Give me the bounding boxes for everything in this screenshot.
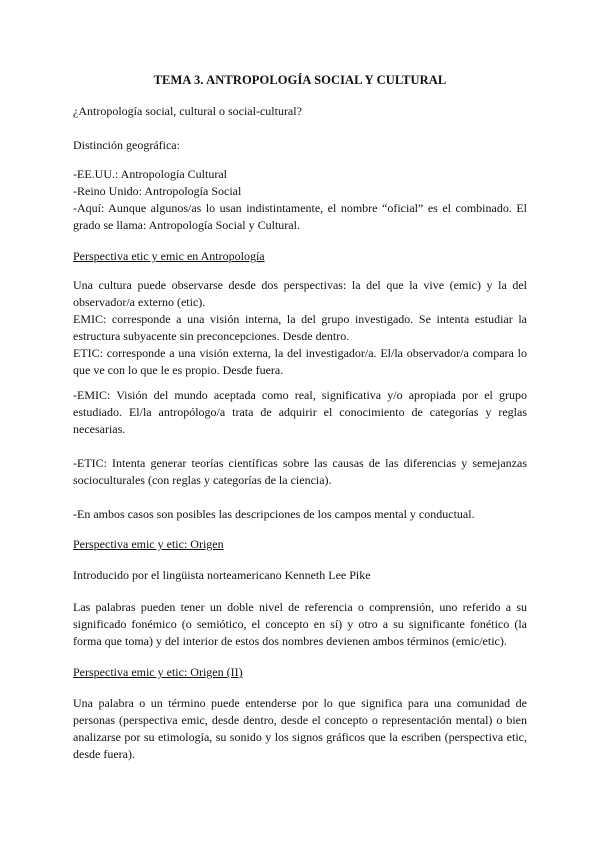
section1-paragraph-group xyxy=(73,277,527,379)
section1-intro: Una cultura puede observarse desde dos perspectivas: la del que la vive (emic) y la del observador/a externo (etic). xyxy=(73,278,527,309)
distinction-list xyxy=(73,166,527,234)
question-line: ¿Antropología social, cultural o social-cultural? xyxy=(73,104,302,118)
section2-intro: Introducido por el lingüista norteamericano Kenneth Lee Pike xyxy=(73,568,371,582)
section1-both-note: -En ambos casos son posibles las descripciones de los campos mental y conductual. xyxy=(73,507,475,521)
section-heading-origin: Perspectiva emic y etic: Origen xyxy=(73,537,224,551)
section1-etic-detail: -ETIC: Intenta generar teorías científicas sobre las causas de las diferencias y semejanzas socioculturales (con reglas y categorías de la ciencia). xyxy=(73,456,527,487)
section1-emic-detail: -EMIC: Visión del mundo aceptada como real, significativa y/o apropiada por el grupo estudiado. El/la antropólogo/a trata de adquirir el conocimiento de categorías y reglas necesarias. xyxy=(73,388,527,436)
section1-etic-definition: ETIC: corresponde a una visión externa, la del investigador/a. El/la observador/a compara lo que ve con lo que le es propio. Desde fuera. xyxy=(73,346,527,377)
section2-body: Las palabras pueden tener un doble nivel de referencia o comprensión, uno referido a su significado fonémico (o semiótico, el concepto en sí) y otro a su significante fonético (la forma que toma) y del interior de estos dos nombres devienen ambos términos (emic/etic). xyxy=(73,600,527,648)
section1-emic-definition: EMIC: corresponde a una visión interna, la del grupo investigado. Se intenta estudiar la estructura subyacente sin preconcepciones. Desde dentro. xyxy=(73,312,527,343)
section-heading-origin-ii: Perspectiva emic y etic: Origen (II) xyxy=(73,665,243,679)
distinction-item-uk: -Reino Unido: Antropología Social xyxy=(73,184,242,198)
section3-body: Una palabra o un término puede entenderse por lo que significa para una comunidad de personas (perspectiva emic, desde dentro, desde el concepto o representación mental) o bien analizarse por su etimología, su sonido y los signos gráficos que la escriben (perspectiva etic, desde fuera). xyxy=(73,696,527,761)
distinction-item-usa: -EE.UU.: Antropología Cultural xyxy=(73,167,227,181)
section-heading-etic-emic: Perspectiva etic y emic en Antropología xyxy=(73,249,265,263)
distinction-item-here: -Aquí: Aunque algunos/as lo usan indistintamente, el nombre “oficial” es el combinado. El grado se llama: Antropología Social y Cultural. xyxy=(73,201,527,232)
distinction-heading: Distinción geográfica: xyxy=(73,138,180,152)
document-title: TEMA 3. ANTROPOLOGÍA SOCIAL Y CULTURAL xyxy=(153,73,447,87)
